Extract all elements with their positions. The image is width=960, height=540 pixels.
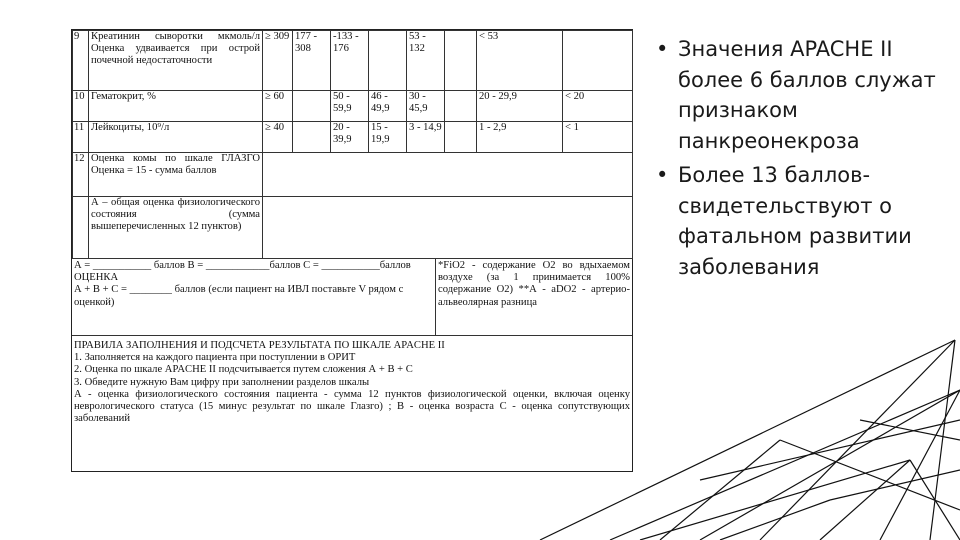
bullet-text: Значения APACHE II более 6 баллов служат признаком панкреонекроза: [678, 37, 936, 153]
table-row: [73, 31, 633, 91]
cell: 15 - 19,9: [369, 122, 407, 153]
row-number: 10: [73, 91, 89, 122]
row-number: 9: [73, 31, 89, 91]
table-row: [73, 197, 633, 259]
cell: ≥ 60: [263, 91, 293, 122]
bullet-item: [656, 160, 946, 282]
row-parameter: А – общая оценка физиологического состояния (сумма вышеперечисленных 12 пунктов): [89, 197, 263, 259]
cell: [263, 197, 633, 259]
bullet-text: Более 13 баллов-свидетельствуют о фатальном развитии заболевания: [678, 163, 912, 279]
table-row: [73, 153, 633, 197]
rules-block: [72, 336, 632, 425]
table-row: [73, 91, 633, 122]
rule-item: 3. Обведите нужную Вам цифру при заполнении разделов шкалы: [74, 376, 370, 388]
cell: [293, 122, 331, 153]
slide-bullets: [656, 34, 946, 286]
row-number: 12: [73, 153, 89, 197]
score-heading: ОЦЕНКА: [74, 272, 119, 284]
row-parameter: Лейкоциты, 10⁹/л: [89, 122, 263, 153]
cell: < 53: [477, 31, 563, 91]
cell: 50 - 59,9: [331, 91, 369, 122]
score-formula: [72, 259, 436, 335]
cell: 46 - 49,9: [369, 91, 407, 122]
cell: ≥ 309: [263, 31, 293, 91]
cell: ≥ 40: [263, 122, 293, 153]
cell: 20 - 29,9: [477, 91, 563, 122]
cell: 1 - 2,9: [477, 122, 563, 153]
cell: [445, 122, 477, 153]
row-number: [73, 197, 89, 259]
cell: -133 - 176: [331, 31, 369, 91]
cell: 177 - 308: [293, 31, 331, 91]
row-parameter: Гематокрит, %: [89, 91, 263, 122]
cell: 3 - 14,9: [407, 122, 445, 153]
table-row: [73, 122, 633, 153]
rule-item: 1. Заполняется на каждого пациента при поступлении в ОРИТ: [74, 352, 356, 364]
cell: [293, 91, 331, 122]
apache-table-scan: [71, 29, 633, 472]
apache-table: [72, 30, 633, 259]
bullet-dot-icon: •: [656, 163, 669, 187]
row-parameter: Оценка комы по шкале ГЛАЗГО Оценка = 15 - сумма баллов: [89, 153, 263, 197]
rules-title: ПРАВИЛА ЗАПОЛНЕНИЯ И ПОДСЧЕТА РЕЗУЛЬТАТА ПО ШКАЛЕ APACHE II: [74, 340, 445, 351]
row-parameter: Креатинин сыворотки мкмоль/л Оценка удваивается при острой почечной недостаточности: [89, 31, 263, 91]
cell: [445, 31, 477, 91]
cell: [263, 153, 633, 197]
score-summary: [72, 259, 632, 336]
cell: [369, 31, 407, 91]
score-total-line: А + В + С = ________ баллов (если пациент на ИВЛ поставьте V рядом с оценкой): [74, 284, 404, 308]
score-footnote: *FiO2 - содержание O2 во вдыхаемом воздухе (за 1 принимается 100% содержание O2) **А - aDO2 - артерио-альвеолярная разница: [438, 260, 630, 308]
cell: < 20: [563, 91, 633, 122]
rule-item: 2. Оценка по шкале APACHE II подсчитывается путем сложения А + В + С: [74, 364, 413, 376]
cell: 20 - 39,9: [331, 122, 369, 153]
cell: 30 - 45,9: [407, 91, 445, 122]
rules-note: А - оценка физиологического состояния пациента - сумма 12 пунктов физиологической оценки, включая оценку неврологического статуса (15 минус результат по шкале Глазго) ; В - оценка возраста С - оценка сопутствующих заболеваний: [74, 388, 630, 425]
score-abc-line: А = ___________ баллов В = ____________баллов С = ___________баллов: [74, 260, 411, 271]
bullet-dot-icon: •: [656, 37, 669, 61]
cell: 53 - 132: [407, 31, 445, 91]
row-number: 11: [73, 122, 89, 153]
cell: [563, 31, 633, 91]
cell: [445, 91, 477, 122]
cell: < 1: [563, 122, 633, 153]
bullet-item: [656, 34, 946, 156]
